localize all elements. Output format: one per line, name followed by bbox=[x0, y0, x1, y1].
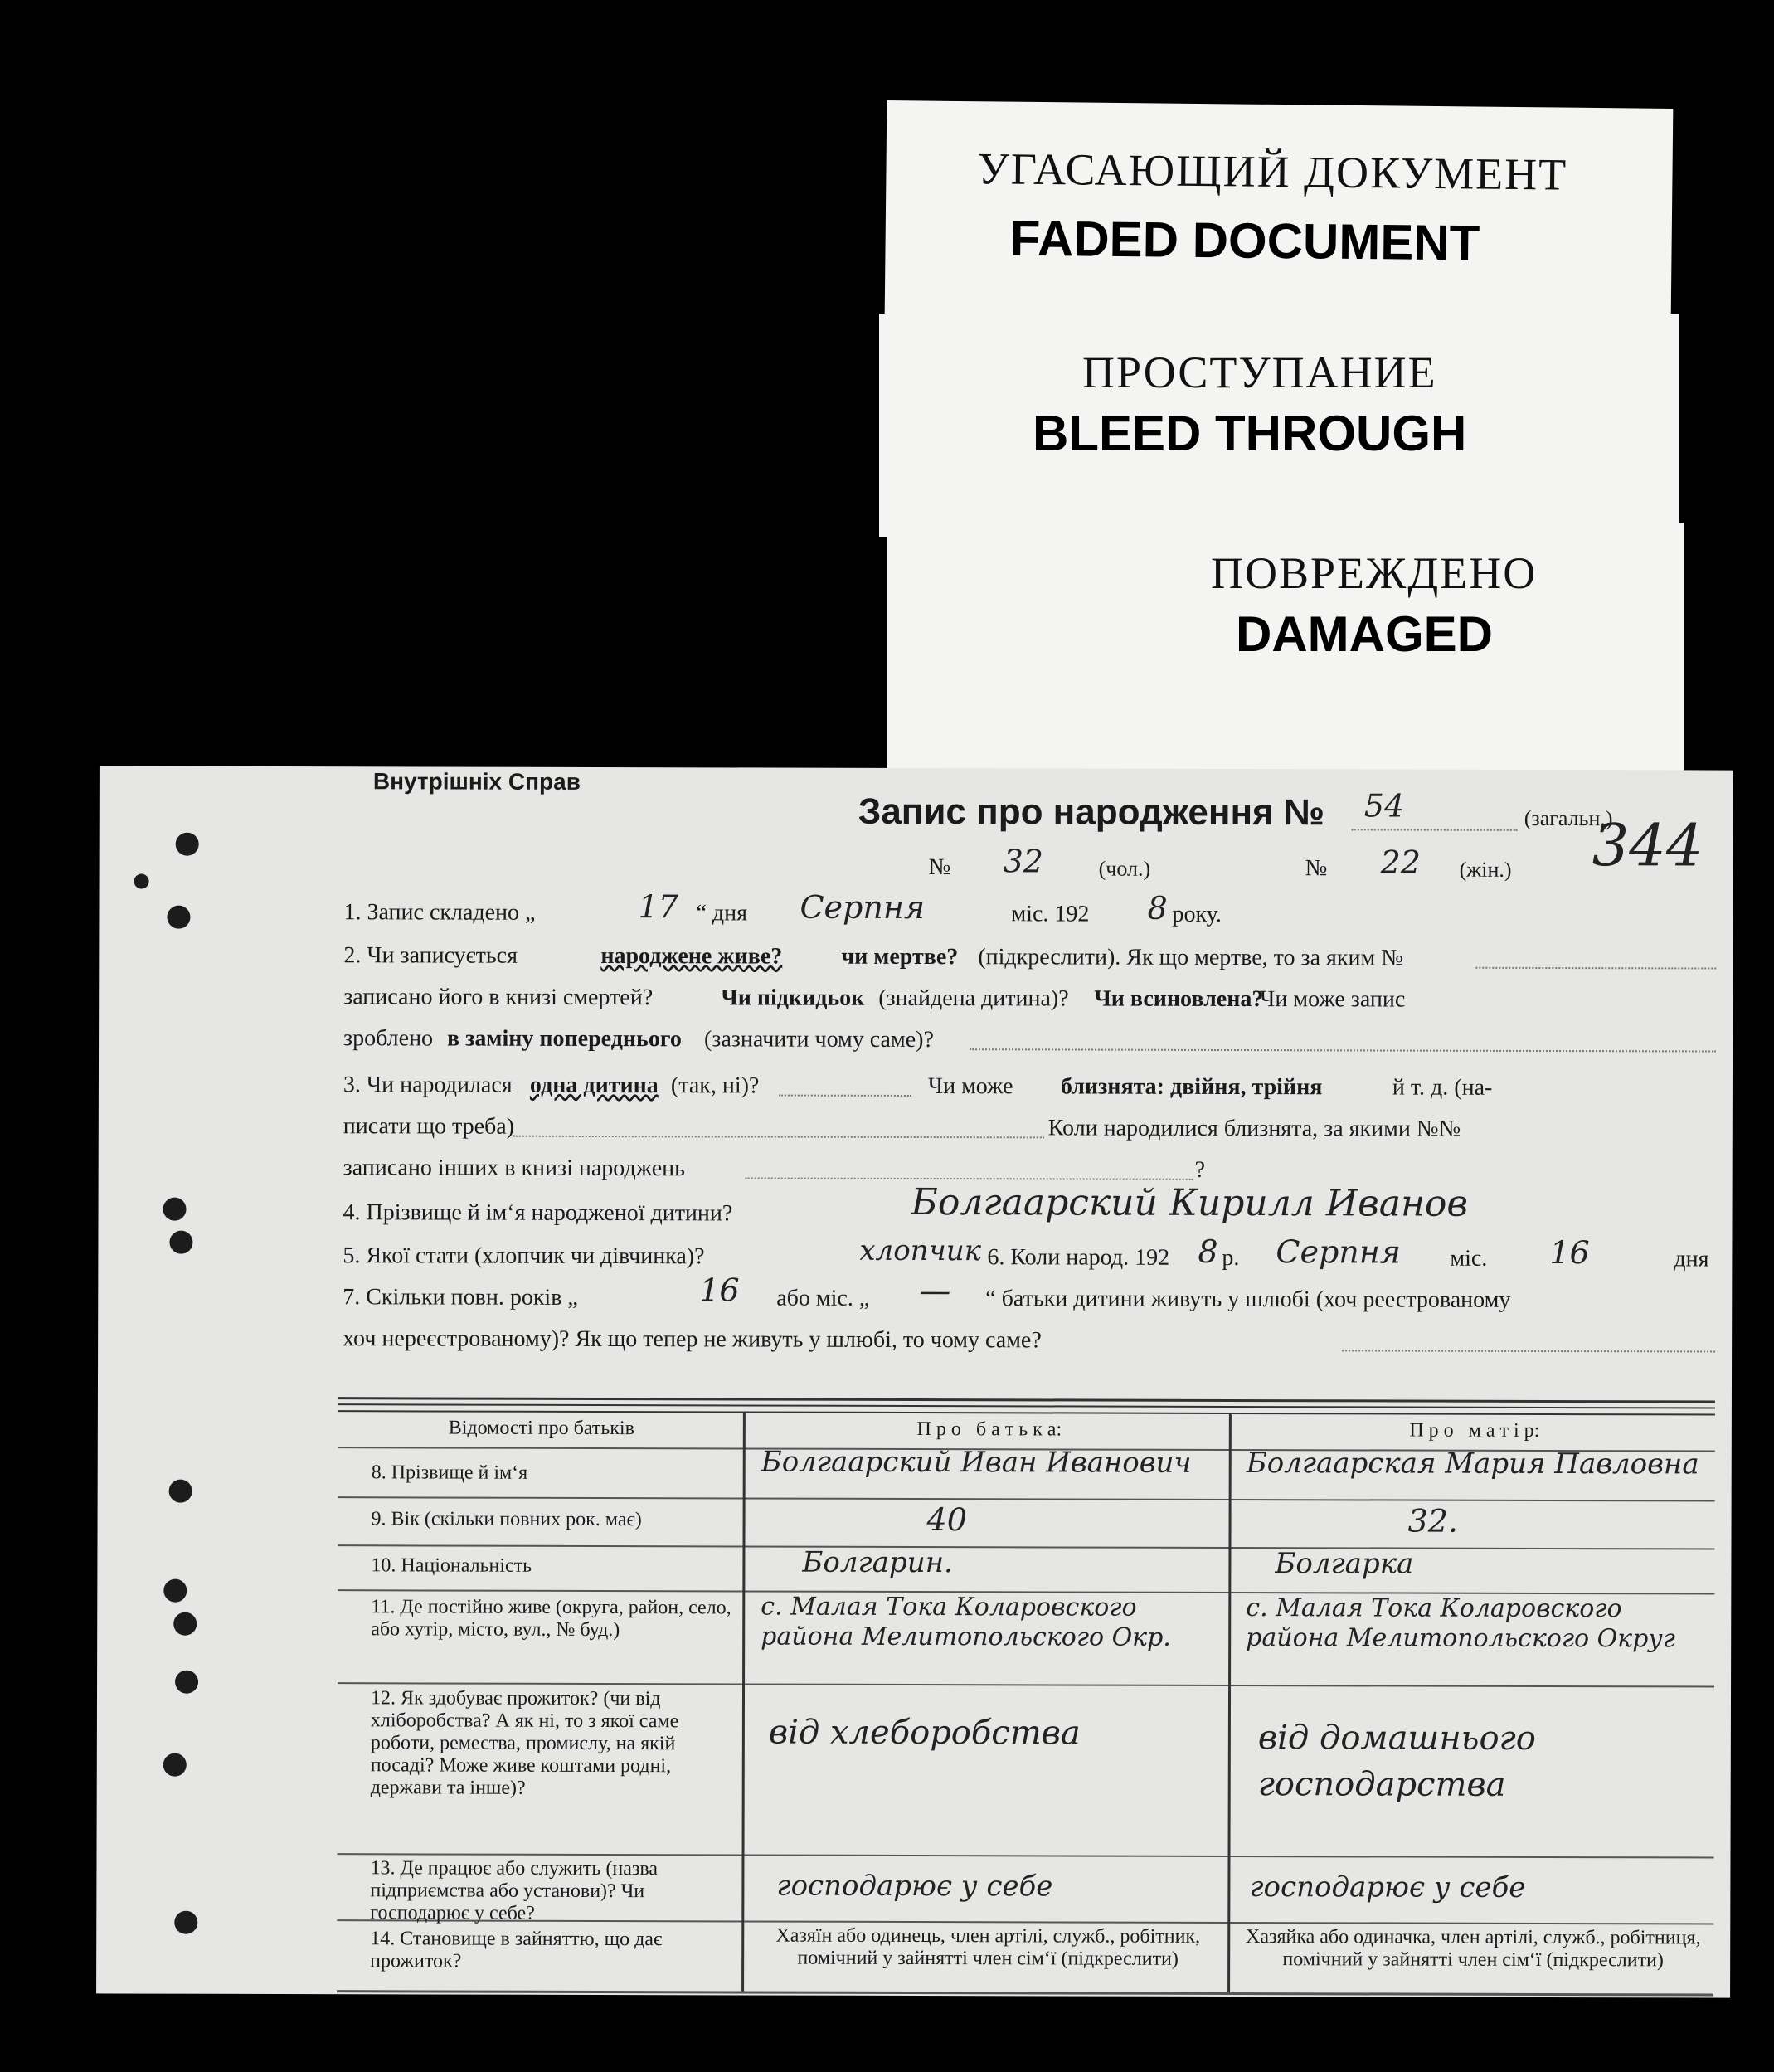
q1-month: Серпня bbox=[800, 888, 926, 927]
punch-hole bbox=[173, 1612, 197, 1636]
punch-hole bbox=[163, 1198, 187, 1221]
record-number: 54 bbox=[1363, 787, 1405, 824]
father-name: Болгаарский Иван Иванович bbox=[761, 1445, 1192, 1480]
q3-text-h: Коли народилися близнята, за якими №№ bbox=[1047, 1115, 1461, 1142]
q2-alive: народжене живе? bbox=[600, 943, 783, 970]
birth-day: 16 bbox=[1549, 1234, 1590, 1272]
table-row-label: 10. Національність bbox=[371, 1554, 532, 1577]
q1-text-d: року. bbox=[1172, 901, 1222, 927]
female-label: (жін.) bbox=[1459, 857, 1512, 882]
label-damaged bbox=[887, 523, 1684, 788]
q6-text-c: міс. bbox=[1450, 1245, 1488, 1272]
table-row-label: 12. Як здобуває прожиток? (чи від хліборобства? А як ні, то з якої саме роботи, ремества, промислу, на якій посаді? Може живе коштами родні, держави та інше)? bbox=[370, 1687, 679, 1799]
q2-text-e: записано його в книзі смертей? bbox=[343, 984, 654, 1011]
label-faded-en: FADED DOCUMENT bbox=[1009, 210, 1480, 271]
q3-text-a: 3. Чи народилася bbox=[343, 1072, 513, 1098]
table-col-parents: Відомості про батьків bbox=[448, 1417, 634, 1440]
total-label: (загальн.) bbox=[1524, 805, 1613, 831]
q2-text-g: Чи може запис bbox=[1260, 986, 1406, 1013]
female-no-sign: № bbox=[1305, 855, 1328, 882]
label-damaged-ru: ПОВРЕЖДЕНО bbox=[1211, 548, 1538, 598]
female-number: 22 bbox=[1380, 844, 1422, 881]
birth-record-form bbox=[96, 766, 1733, 1997]
punch-hole bbox=[176, 833, 199, 856]
label-bleed-ru: ПРОСТУПАНИЕ bbox=[1082, 348, 1437, 397]
q2-text-h: зроблено bbox=[343, 1025, 434, 1052]
q3-text-i: записано інших в книзі народжень bbox=[343, 1155, 685, 1182]
q6-year-digit: 8 bbox=[1198, 1233, 1218, 1270]
q7-text-a: 7. Скільки повн. років „ bbox=[343, 1284, 578, 1311]
table-col-mother: П р о м а т і р: bbox=[1409, 1419, 1540, 1442]
q1-day: 17 bbox=[638, 888, 678, 926]
q2-text-d: (підкреслити). Як що мертве, то за яким № bbox=[978, 944, 1403, 971]
q6-text-b: р. bbox=[1222, 1244, 1240, 1272]
label-bleed-en: BLEED THROUGH bbox=[1033, 406, 1467, 461]
q3-text-c: (так, ні)? bbox=[670, 1072, 760, 1099]
q2-text-a: 2. Чи записується bbox=[343, 942, 518, 969]
father-occupation-status: Хазяїн або одинець, член артілі, служб., робітник, помічний у зайнятті член сім‘ї (підкреслити) bbox=[775, 1924, 1201, 1970]
q3-text-j: ? bbox=[1194, 1156, 1206, 1183]
mother-workplace: господарює у себе bbox=[1249, 1870, 1526, 1904]
father-age: 40 bbox=[926, 1501, 967, 1539]
punch-hole bbox=[174, 1911, 197, 1934]
q2-replacement: в заміну попереднього bbox=[447, 1025, 682, 1053]
punch-hole bbox=[175, 1671, 198, 1694]
q6-text-a: 6. Коли народ. 192 bbox=[987, 1244, 1170, 1271]
label-faded-ru: УГАСАЮЩИЙ ДОКУМЕНТ bbox=[977, 143, 1568, 200]
male-no-sign: № bbox=[928, 854, 951, 881]
table-row-label: 9. Вік (скільки повних рок. має) bbox=[371, 1508, 642, 1531]
mother-occupation-status: Хазяйка або одиначка, член артілі, служб., робітниця, помічний у зайнятті член сім‘ї (підкреслити) bbox=[1245, 1926, 1701, 1972]
marriage-years: 16 bbox=[699, 1272, 740, 1309]
q2-foundling: Чи підкидьок bbox=[721, 985, 865, 1011]
mother-income: від домашнього господарства bbox=[1257, 1719, 1536, 1804]
q3-single: одна дитина bbox=[529, 1072, 659, 1099]
q6-text-d: дня bbox=[1674, 1246, 1709, 1272]
header-org: Внутрішніх Справ bbox=[372, 768, 581, 795]
table-row-label: 14. Становище в зайняттю, що дає прожиток? bbox=[370, 1928, 663, 1972]
child-name: Болгаарский Кирилл Иванов bbox=[911, 1180, 1469, 1225]
table-col-father: П р о б а т ь к а: bbox=[916, 1418, 1062, 1441]
q1-year-digit: 8 bbox=[1147, 889, 1168, 927]
mother-age: 32. bbox=[1407, 1502, 1459, 1539]
q1-text-a: 1. Запис складено „ bbox=[343, 899, 536, 926]
punch-hole bbox=[163, 1753, 187, 1777]
label-bleed-through bbox=[879, 314, 1679, 537]
q1-text-b: “ дня bbox=[696, 900, 748, 927]
table-row-label: 11. Де постійно живе (округа, район, село, або хутір, місто, вул., № буд.) bbox=[371, 1596, 731, 1642]
punch-hole bbox=[169, 1480, 192, 1503]
q3-text-g: писати що треба) bbox=[343, 1113, 515, 1140]
label-faded-document bbox=[885, 100, 1674, 324]
male-number: 32 bbox=[1003, 843, 1044, 880]
q1-text-c: міс. 192 bbox=[1011, 901, 1090, 927]
q5-text: 5. Якої стати (хлопчик чи дівчинка)? bbox=[343, 1243, 705, 1270]
label-damaged-en: DAMAGED bbox=[1236, 606, 1493, 662]
punch-hole bbox=[163, 1579, 187, 1603]
q7-text-d: хоч нереєстрованому)? Як що тепер не живуть у шлюбі, то чому саме? bbox=[343, 1325, 1042, 1354]
q2-text-f: (знайдена дитина)? bbox=[878, 985, 1069, 1012]
mother-nationality: Болгарка bbox=[1275, 1547, 1414, 1581]
punch-hole bbox=[169, 1231, 192, 1254]
q3-twins: близнята: двійня, трійня bbox=[1060, 1073, 1323, 1101]
mother-name: Болгаарская Мария Павловна bbox=[1246, 1447, 1699, 1481]
child-sex: хлопчик bbox=[859, 1233, 982, 1268]
q7-text-b: або міс. „ bbox=[776, 1285, 870, 1311]
father-nationality: Болгарин. bbox=[802, 1545, 953, 1580]
q3-text-d: Чи може bbox=[927, 1073, 1013, 1100]
father-workplace: господарює у себе bbox=[776, 1869, 1053, 1904]
q4-text: 4. Прізвище й ім‘я народженої дитини? bbox=[343, 1199, 733, 1227]
father-residence: с. Малая Тока Коларовского района Мелитопольского Окр. bbox=[761, 1592, 1171, 1652]
archive-number: 344 bbox=[1592, 811, 1704, 880]
birth-month: Серпня bbox=[1276, 1233, 1402, 1271]
marriage-months: — bbox=[919, 1272, 951, 1310]
punch-hole bbox=[134, 874, 149, 889]
q2-dead: чи мертве? bbox=[841, 943, 959, 970]
male-label: (чол.) bbox=[1098, 856, 1151, 881]
q2-adopted: Чи всиновлена? bbox=[1094, 985, 1264, 1013]
table-row-label: 8. Прізвище й ім‘я bbox=[371, 1462, 528, 1484]
table-row-label: 13. Де працює або служить (назва підприємства або установи)? Чи господарює у себе? bbox=[370, 1857, 659, 1924]
q3-text-f: й т. д. (на- bbox=[1392, 1074, 1493, 1101]
punch-hole bbox=[167, 906, 190, 929]
mother-residence: с. Малая Тока Коларовского района Мелитопольского Округ bbox=[1246, 1593, 1675, 1654]
form-title: Запис про народження № bbox=[858, 790, 1325, 834]
q2-text-i: (зазначити чому саме)? bbox=[704, 1026, 934, 1053]
q7-text-c: “ батьки дитини живуть у шлюбі (хоч реестрованому bbox=[985, 1286, 1511, 1313]
father-income: від хлеборобства bbox=[768, 1713, 1081, 1753]
